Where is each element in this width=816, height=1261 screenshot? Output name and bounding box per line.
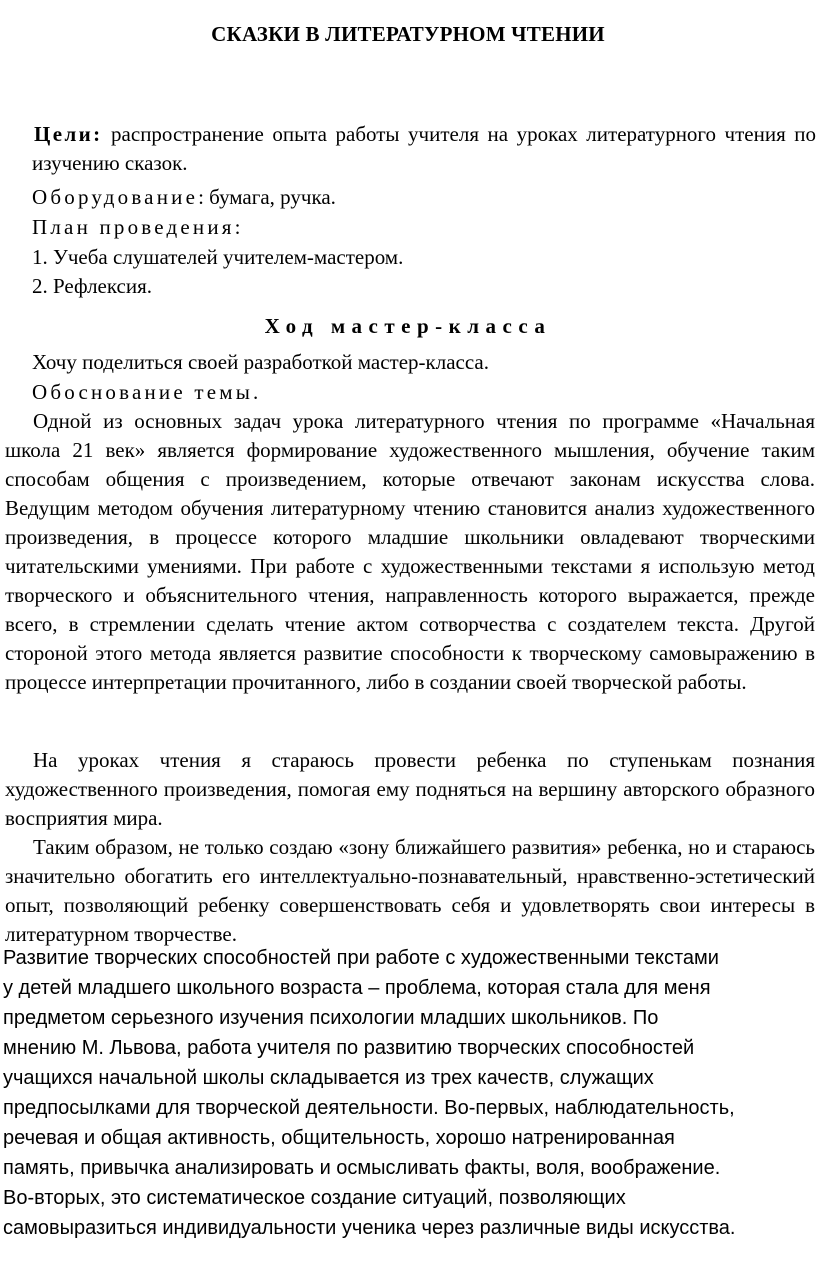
- sans-line: речевая и общая активность, общительность, хорошо натренированная: [3, 1127, 675, 1149]
- page-title: СКАЗКИ В ЛИТЕРАТУРНОМ ЧТЕНИИ: [211, 22, 605, 46]
- equipment-line: [32, 183, 816, 212]
- sans-line: мнению М. Львова, работа учителя по развитию творческих способностей: [3, 1037, 695, 1059]
- sans-line: учащихся начальной школы складывается из трех качеств, служащих: [3, 1067, 654, 1089]
- sans-line: у детей младшего школьного возраста – проблема, которая стала для меня: [3, 977, 711, 999]
- sans-line: самовыразиться индивидуальности ученика через различные виды искусства.: [3, 1217, 736, 1239]
- goals-text: распространение опыта работы учителя на уроках литературного чтения по изучению сказок.: [32, 122, 816, 175]
- sans-line: Развитие творческих способностей при работе с художественными текстами: [3, 947, 719, 969]
- equipment-label: Оборудование: [32, 185, 199, 209]
- plan-item-2: 2. Рефлексия.: [32, 274, 153, 298]
- sans-line: память, привычка анализировать и осмысливать факты, воля, воображение.: [3, 1157, 721, 1179]
- goals-label: Цели:: [34, 122, 103, 146]
- sans-paragraph: [3, 943, 811, 1243]
- goals-paragraph: [32, 120, 816, 178]
- paragraph-3: Таким образом, не только создаю «зону ближайшего развития» ребенка, но и стараюсь значительно обогатить его интеллектуально-познавательный, нравственно-эстетический опыт, позволяющий ребенку совершенствовать себя и удовлетворять свои интересы в литературном творчестве.: [5, 835, 815, 946]
- sans-line: предметом серьезного изучения психологии младших школьников. По: [3, 1007, 659, 1029]
- intro-line: Хочу поделиться своей разработкой мастер-класса.: [32, 350, 490, 374]
- sans-line: Во-вторых, это систематическое создание ситуаций, позволяющих: [3, 1187, 626, 1209]
- rationale-label: Обоснование темы.: [32, 380, 262, 404]
- section-heading: Ход мастер-класса: [264, 314, 552, 338]
- equipment-text: : бумага, ручка.: [198, 185, 336, 209]
- sans-line: предпосылками для творческой деятельности. Во-первых, наблюдательность,: [3, 1097, 735, 1119]
- plan-label: План проведения:: [32, 215, 244, 239]
- paragraph-1: Одной из основных задач урока литературного чтения по программе «Начальная школа 21 век» является формирование художественного мышления, обучение таким способам общения с произведением, которые отвечают законам искусства слова. Ведущим методом обучения литературному чтению становится анализ художественного произведения, в процессе которого младшие школьники овладевают творческими читательскими умениями. При работе с художественными текстами я использую метод творческого и объяснительного чтения, направленность которого выражается, прежде всего, в стремлении сделать чтение актом сотворчества с создателем текста. Другой стороной этого метода является развитие способности к творческому самовыражению в процессе интерпретации прочитанного, либо в создании своей творческой работы.: [5, 409, 815, 694]
- paragraph-2: На уроках чтения я стараюсь провести ребенка по ступенькам познания художественного произведения, помогая ему подняться на вершину авторского образного восприятия мира.: [5, 748, 815, 830]
- plan-item-1: 1. Учеба слушателей учителем-мастером.: [32, 245, 404, 269]
